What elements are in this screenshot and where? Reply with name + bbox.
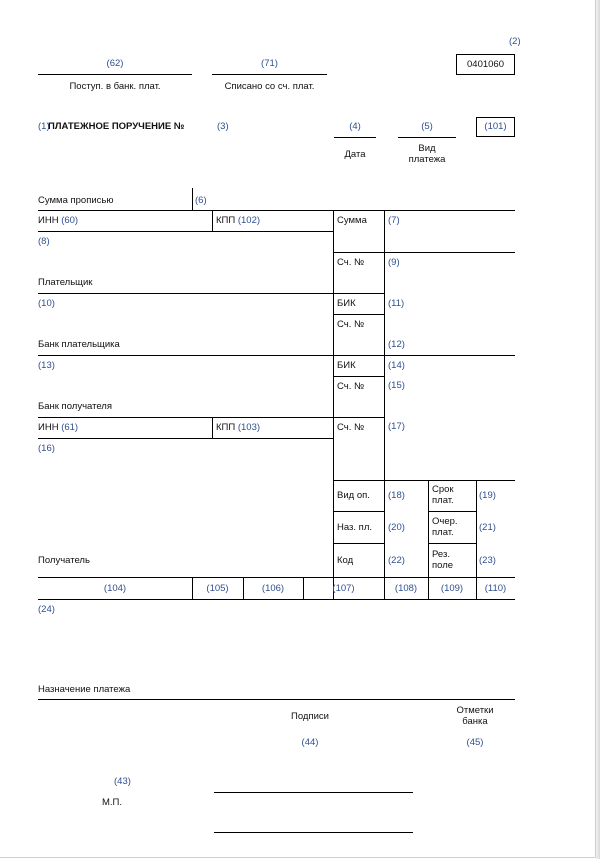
line-payer <box>38 293 384 294</box>
payer-inn: ИНН (60) <box>38 215 79 226</box>
form-title: ПЛАТЕЖНОЕ ПОРУЧЕНИЕ № <box>48 121 185 132</box>
line-payment-purpose <box>38 699 515 700</box>
field-101: (101) <box>484 121 507 132</box>
field-14: (14) <box>388 360 405 371</box>
field-105: (105) <box>206 583 229 594</box>
field-9: (9) <box>388 257 400 268</box>
field-108: (108) <box>394 583 418 594</box>
recipient-bank-account-label: Сч. № <box>337 381 365 392</box>
line-operation-block <box>333 480 515 481</box>
field-62: (62) <box>106 58 124 69</box>
field-11: (11) <box>388 298 405 309</box>
payment-order-label: Очер. плат. <box>432 516 458 538</box>
field-8: (8) <box>38 236 50 247</box>
date-label: Дата <box>344 149 366 160</box>
recipient-account-label: Сч. № <box>337 422 365 433</box>
page-shadow <box>596 0 600 859</box>
debited-payer-account-label: Списано со сч. плат. <box>224 81 315 92</box>
field-4: (4) <box>349 121 361 132</box>
field-6: (6) <box>195 195 207 206</box>
sub-col-divider-1 <box>428 480 429 599</box>
line-amount <box>333 252 515 253</box>
amount-in-words-label: Сумма прописью <box>38 195 114 206</box>
operation-type-label: Вид оп. <box>337 490 370 501</box>
field-21: (21) <box>479 522 496 533</box>
signatures-label: Подписи <box>291 711 329 722</box>
field-18: (18) <box>388 490 405 501</box>
field-16: (16) <box>38 443 55 454</box>
payer-account-label: Сч. № <box>337 257 365 268</box>
line-payment-order <box>428 543 476 544</box>
payer-kpp: КПП (102) <box>216 215 261 226</box>
line-payer-bank <box>38 355 515 356</box>
line-payer-bik <box>333 314 384 315</box>
field-5: (5) <box>421 121 433 132</box>
value-col-divider <box>384 210 385 599</box>
payer-inn-kpp-divider <box>212 210 213 231</box>
field-24: (24) <box>38 604 55 615</box>
line-62 <box>38 74 192 75</box>
payment-purpose-label: Назначение платежа <box>38 684 131 695</box>
payer-bank-label: Банк плательщика <box>38 339 120 350</box>
field-19: (19) <box>479 490 496 501</box>
recipient-bank-label: Банк получателя <box>38 401 112 412</box>
field-45: (45) <box>466 737 484 748</box>
signature-line-2 <box>214 832 413 833</box>
line-operation-type <box>333 511 384 512</box>
line-recipient <box>38 577 515 578</box>
field-12: (12) <box>388 339 405 350</box>
field-7: (7) <box>388 215 400 226</box>
line-amount-words <box>38 210 515 211</box>
field-22: (22) <box>388 555 405 566</box>
stamp-label: М.П. <box>102 797 123 808</box>
field-15: (15) <box>388 380 405 391</box>
recipient-label: Получатель <box>38 555 90 566</box>
code-label: Код <box>337 555 354 566</box>
recipient-kpp: КПП (103) <box>216 422 261 433</box>
line-5 <box>398 137 456 138</box>
field-110: (110) <box>484 583 507 594</box>
field-104: (104) <box>103 583 127 594</box>
payer-bik-label: БИК <box>337 298 356 309</box>
line-tax-fields <box>38 599 515 600</box>
payer-bank-account-label: Сч. № <box>337 319 365 330</box>
field-106: (106) <box>261 583 285 594</box>
field-71: (71) <box>261 58 278 69</box>
field-107: (107) <box>332 583 355 594</box>
field-17: (17) <box>388 421 405 432</box>
recipient-inn: ИНН (61) <box>38 422 79 433</box>
line-71 <box>212 74 327 75</box>
field-44: (44) <box>301 737 319 748</box>
field-1: (1) <box>38 121 50 132</box>
amount-label: Сумма <box>337 215 367 226</box>
form-code: 0401060 <box>467 59 504 70</box>
line-payer-inn <box>38 231 333 232</box>
received-payer-bank-label: Поступ. в банк. плат. <box>69 81 161 92</box>
line-4 <box>334 137 376 138</box>
recipient-bik-label: БИК <box>337 360 356 371</box>
sub-col-divider-2 <box>476 480 477 599</box>
field-2: (2) <box>509 36 521 47</box>
payment-term-label: Срок плат. <box>432 484 454 506</box>
payment-type-label: Вид платежа <box>408 143 446 165</box>
recipient-inn-kpp-divider <box>212 417 213 438</box>
line-payment-term <box>428 511 476 512</box>
field-13: (13) <box>38 360 55 371</box>
field-20: (20) <box>388 522 405 533</box>
main-col-divider <box>333 210 334 599</box>
line-recipient-inn <box>38 438 333 439</box>
field-10: (10) <box>38 298 55 309</box>
amount-words-divider <box>192 188 193 210</box>
purpose-code-label: Наз. пл. <box>337 522 372 533</box>
field-109: (109) <box>440 583 464 594</box>
field-23: (23) <box>479 555 496 566</box>
field-43: (43) <box>114 776 131 787</box>
field-3: (3) <box>217 121 229 132</box>
signature-line-1 <box>214 792 413 793</box>
line-recipient-bank <box>38 417 384 418</box>
line-recipient-bik <box>333 376 384 377</box>
bank-marks-label: Отметки банка <box>456 705 494 727</box>
line-purpose-code <box>333 543 384 544</box>
payer-label: Плательщик <box>38 277 93 288</box>
reserve-field-label: Рез. поле <box>432 549 454 571</box>
